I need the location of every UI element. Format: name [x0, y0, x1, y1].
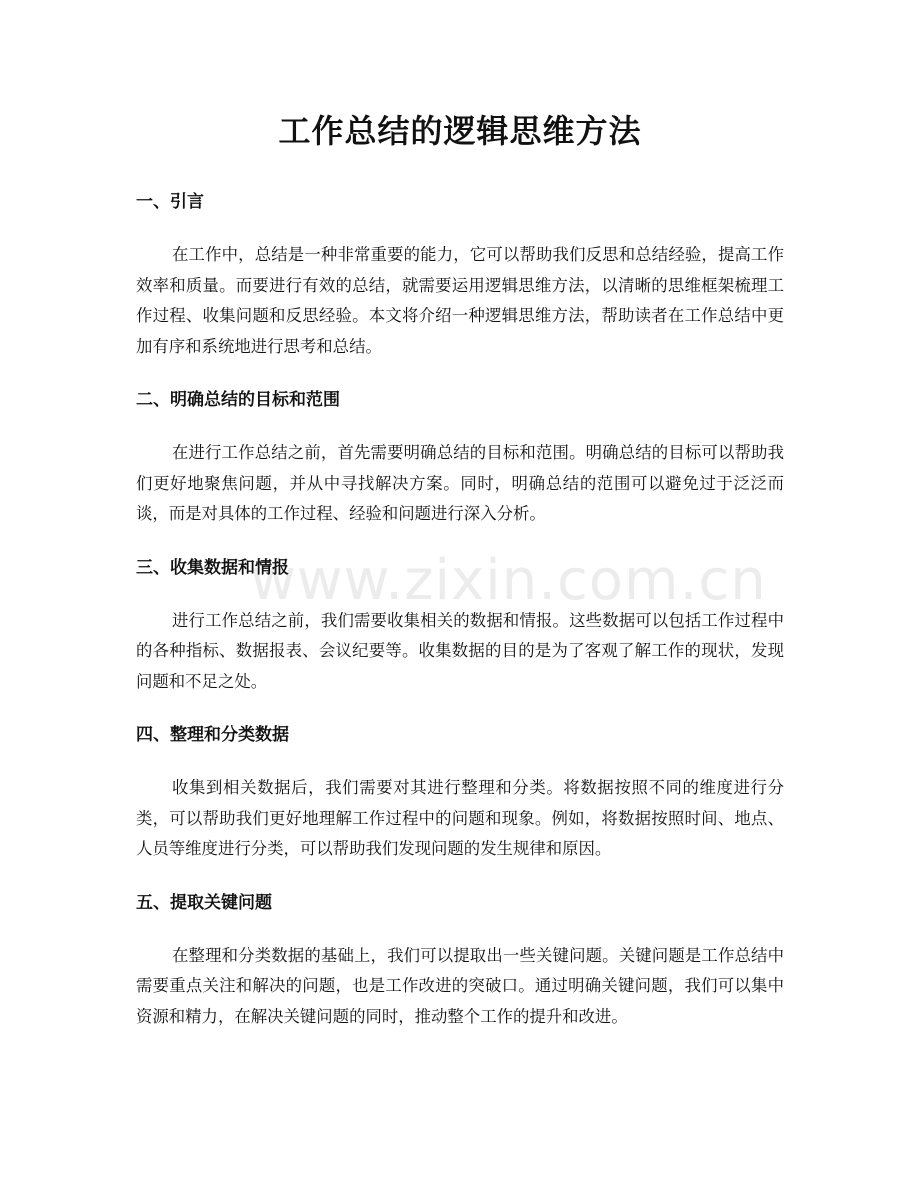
watermark: www.zixin.com.cn: [250, 548, 767, 613]
section-paragraph: 在进行工作总结之前，首先需要明确总结的目标和范围。明确总结的目标可以帮助我们更好地聚焦问题，并从中寻找解决方案。同时，明确总结的范围可以避免过于泛泛而谈，而是对具体的工作过程、经验和问题进行深入分析。: [136, 443, 784, 523]
section-paragraph: 收集到相关数据后，我们需要对其进行整理和分类。将数据按照不同的维度进行分类，可以帮助我们更好地理解工作过程中的问题和现象。例如，将数据按照时间、地点、人员等维度进行分类，可以帮助我们发现问题的发生规律和原因。: [136, 778, 784, 858]
section-paragraph: 在工作中，总结是一种非常重要的能力，它可以帮助我们反思和总结经验，提高工作效率和质量。而要进行有效的总结，就需要运用逻辑思维方法，以清晰的思维框架梳理工作过程、收集问题和反思经验。本文将介绍一种逻辑思维方法，帮助读者在工作总结中更加有序和系统地进行思考和总结。: [136, 245, 784, 356]
section-heading: 五、提取关键问题: [136, 892, 272, 913]
document-body: [136, 184, 784, 1032]
document-title: 工作总结的逻辑思维方法: [278, 112, 642, 150]
section-heading: 四、整理和分类数据: [136, 725, 289, 745]
section-paragraph: 在整理和分类数据的基础上，我们可以提取出一些关键问题。关键问题是工作总结中需要重点关注和解决的问题，也是工作改进的突破口。通过明确关键问题，我们可以集中资源和精力，在解决关键问题的同时，推动整个工作的提升和改进。: [136, 945, 784, 1026]
section-heading: 三、收集数据和情报: [136, 557, 289, 578]
section-paragraph: 进行工作总结之前，我们需要收集相关的数据和情报。这些数据可以包括工作过程中的各种指标、数据报表、会议纪要等。收集数据的目的是为了客观了解工作的现状，发现问题和不足之处。: [136, 610, 784, 691]
section-heading: 一、引言: [136, 192, 204, 212]
section-heading: 二、明确总结的目标和范围: [136, 390, 340, 410]
